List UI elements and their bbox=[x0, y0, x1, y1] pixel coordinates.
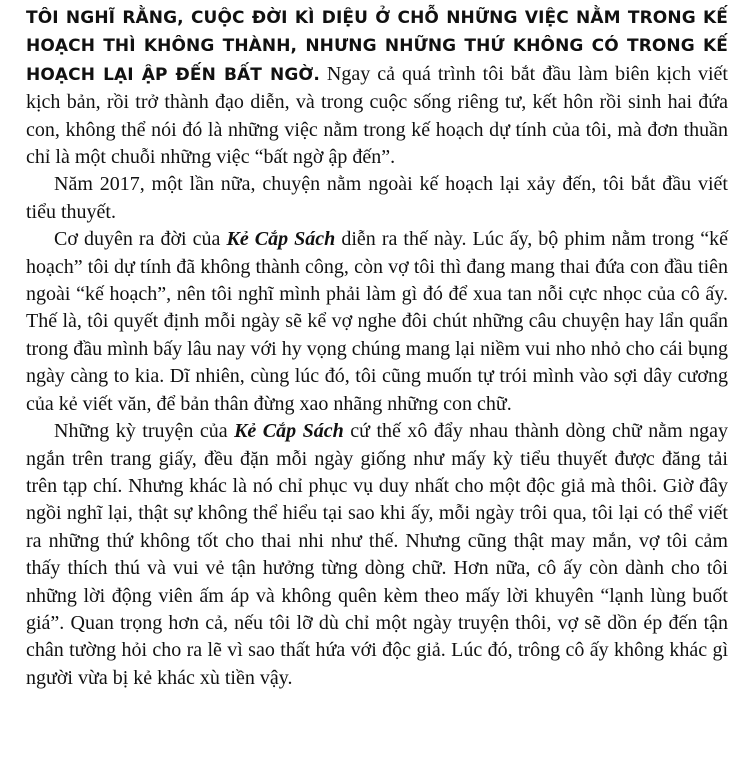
paragraph-text-before: Cơ duyên ra đời của bbox=[54, 228, 227, 251]
paragraph-text: Ngay cả quá trình tôi bắt đầu làm biên kịch viết kịch bản, rồi trở thành đạo diễn, và trong cuộc sống riêng tư, kết hôn rồi sinh hai đứa con, không thể nói đó là những việc nằm trong kế hoạch dự tính của tôi, mà đơn thuần chỉ là một chuỗi những việc “bất ngờ ập đến”. bbox=[26, 62, 728, 169]
book-title: Kẻ Cắp Sách bbox=[226, 228, 336, 251]
book-title: Kẻ Cắp Sách bbox=[234, 420, 344, 443]
paragraph-text-after: cứ thế xô đẩy nhau thành dòng chữ nằm ngay ngắn trên trang giấy, đều đặn mỗi ngày giống như mấy kỳ tiểu thuyết được đăng tải trên tạp chí. Nhưng khác là nó chỉ phục vụ duy nhất cho một độc giả mà thôi. Giờ đây ngồi nghĩ lại, thật sự không thể hiểu tại sao khi ấy, mỗi ngày trôi qua, tôi lại có thể viết ra những thứ không tốt cho thai nhi như thế. Nhưng cũng thật may mắn, vợ tôi cảm thấy thích thú và vui vẻ tận hưởng từng dòng chữ. Hơn nữa, cô ấy còn dành cho tôi những lời động viên ấm áp và không quên kèm theo mấy lời khuyên “lạnh lùng buốt giá”. Quan trọng hơn cả, nếu tôi lỡ dù chỉ một ngày truyện thôi, vợ sẽ dồn ép đến tận chân tường hỏi cho ra lẽ vì sao thất hứa với độc giả. Lúc đó, trông cô ấy không khác gì người vừa bị kẻ khác xù tiền vậy. bbox=[26, 420, 728, 689]
paragraph-2017 bbox=[26, 171, 728, 226]
paragraph-text: Năm 2017, một lần nữa, chuyện nằm ngoài kế hoạch lại xảy đến, tôi bắt đầu viết tiểu thuyết. bbox=[26, 173, 728, 223]
paragraph-origin bbox=[26, 226, 728, 418]
opening-paragraph bbox=[26, 4, 728, 171]
paragraph-text-before: Những kỳ truyện của bbox=[54, 420, 235, 443]
paragraph-installments bbox=[26, 418, 728, 692]
paragraph-text-after: diễn ra thế này. Lúc ấy, bộ phim nằm trong “kế hoạch” tôi dự tính đã không thành công, còn vợ tôi thì đang mang thai đứa con đầu tiên ngoài “kế hoạch”, nên tôi nghĩ mình phải làm gì đó để xua tan nỗi cực nhọc của cô ấy. Thế là, tôi quyết định mỗi ngày sẽ kể vợ nghe đôi chút những câu chuyện hay lẩn quẩn trong đầu mình bấy lâu nay với hy vọng chúng mang lại niềm vui nho nhỏ cho cái bụng ngày càng to kia. Dĩ nhiên, cùng lúc đó, tôi cũng muốn tự trói mình vào sợi dây cương của kẻ viết văn, để bản thân đừng xao nhãng những con chữ. bbox=[26, 228, 729, 415]
opening-caps-lead: TÔI NGHĨ RẰNG, CUỘC ĐỜI KÌ DIỆU Ở CHỖ NHỮNG VIỆC NẰM TRONG KẾ HOẠCH THÌ KHÔNG THÀNH, NHƯNG NHỮNG THỨ KHÔNG CÓ TRONG KẾ HOẠCH LẠI ẬP ĐẾN BẤT NGỜ. bbox=[26, 8, 728, 85]
